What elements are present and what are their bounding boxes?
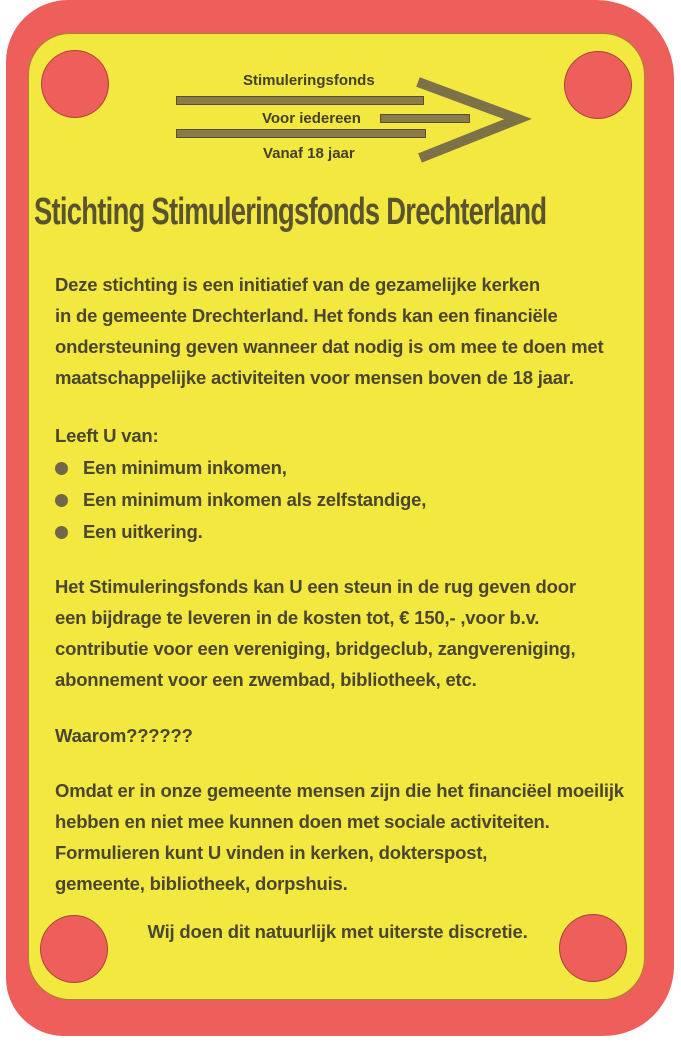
bullet-label: Een uitkering. bbox=[83, 521, 203, 542]
bullet-label: Een minimum inkomen, bbox=[83, 457, 287, 478]
income-heading: Leeft U van: bbox=[55, 425, 159, 446]
support-paragraph bbox=[55, 571, 576, 695]
banner-bar-top bbox=[176, 96, 424, 105]
support-line: contributie voor een vereniging, bridgeclub, zangvereniging, bbox=[55, 638, 576, 659]
list-item bbox=[55, 516, 426, 548]
intro-line: Deze stichting is een initiatief van de gezamelijke kerken bbox=[55, 274, 541, 295]
bullet-label: Een minimum inkomen als zelfstandige, bbox=[83, 489, 427, 510]
corner-dot-top-left bbox=[41, 50, 109, 118]
closing-line: Wij doen dit natuurlijk met uiterste discretie. bbox=[147, 921, 528, 942]
why-line: Formulieren kunt U vinden in kerken, dokterspost, bbox=[55, 842, 488, 863]
bullet-dot-icon bbox=[55, 462, 68, 475]
corner-dot-top-right bbox=[564, 51, 632, 119]
page-title: Stichting Stimuleringsfonds Drechterland bbox=[34, 191, 547, 233]
banner-label-top: Stimuleringsfonds bbox=[243, 72, 375, 89]
support-line: Het Stimuleringsfonds kan U een steun in de rug geven door bbox=[55, 576, 576, 597]
list-item bbox=[55, 484, 426, 516]
intro-paragraph bbox=[55, 269, 603, 393]
bullet-dot-icon bbox=[55, 526, 68, 539]
intro-line: maatschappelijke activiteiten voor mensen boven de 18 jaar. bbox=[55, 367, 574, 388]
banner-label-middle: Voor iedereen bbox=[262, 110, 361, 127]
why-line: Omdat er in onze gemeente mensen zijn die het financiëel moeilijk bbox=[55, 780, 624, 801]
support-line: abonnement voor een zwembad, bibliotheek, etc. bbox=[55, 669, 477, 690]
banner-label-bottom: Vanaf 18 jaar bbox=[263, 145, 355, 162]
support-line: een bijdrage te leveren in de kosten tot, € 150,- ,voor b.v. bbox=[55, 607, 540, 628]
arrow-chevron-icon bbox=[408, 74, 533, 166]
income-bullet-list bbox=[55, 452, 426, 548]
bullet-dot-icon bbox=[55, 494, 68, 507]
why-line: hebben en niet mee kunnen doen met sociale activiteiten. bbox=[55, 811, 550, 832]
arrow-banner bbox=[158, 62, 538, 167]
why-paragraph bbox=[55, 775, 624, 899]
list-item bbox=[55, 452, 426, 484]
why-heading: Waarom?????? bbox=[55, 725, 193, 746]
why-line: gemeente, bibliotheek, dorpshuis. bbox=[55, 873, 348, 894]
intro-line: ondersteuning geven wanneer dat nodig is om mee te doen met bbox=[55, 336, 604, 357]
intro-line: in de gemeente Drechterland. Het fonds kan een financiële bbox=[55, 305, 558, 326]
banner-bar-bottom bbox=[176, 129, 426, 138]
